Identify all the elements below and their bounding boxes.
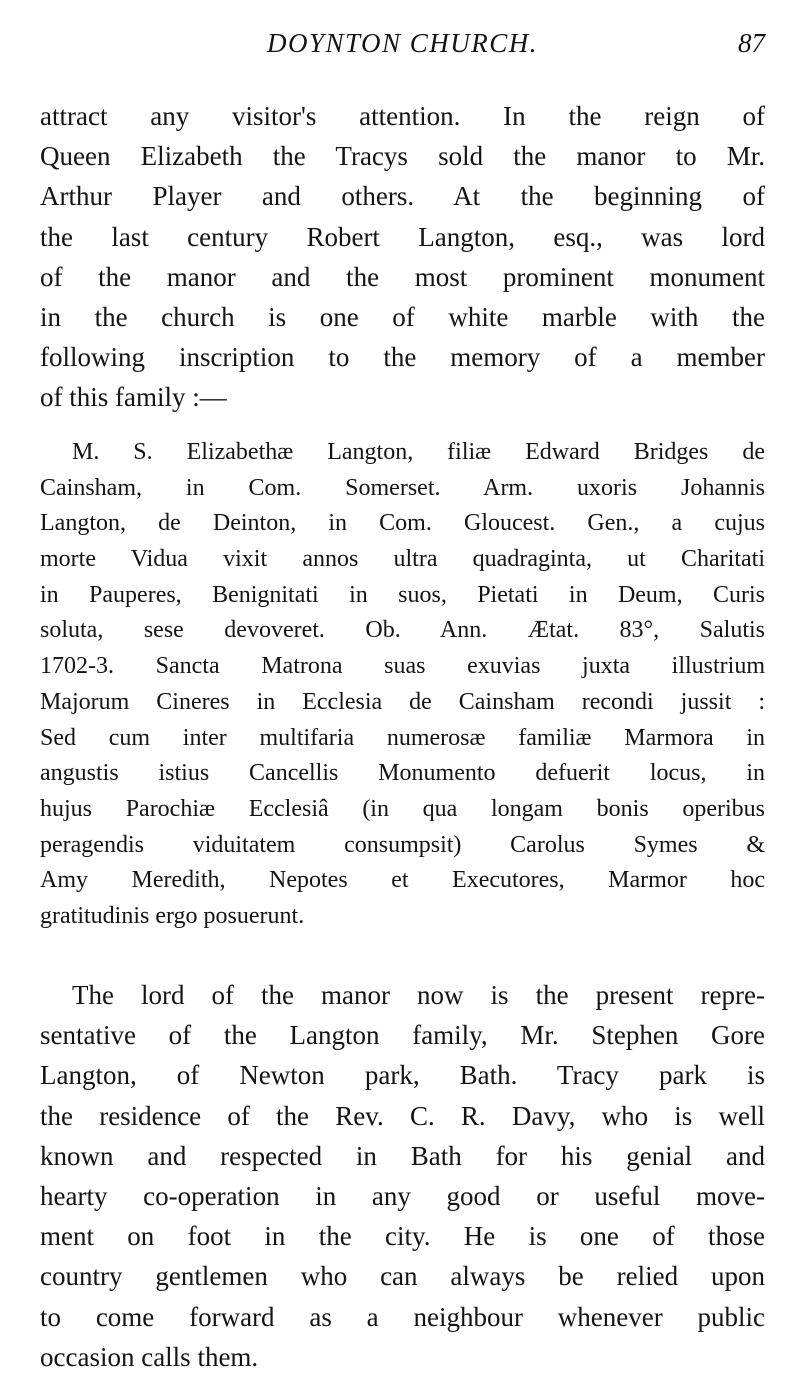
text-line: country gentlemen who can always be relied upon (40, 1261, 765, 1292)
text-line: of the manor and the most prominent monument (40, 261, 765, 292)
paragraph-intro (40, 96, 765, 418)
text-line: hearty co-operation in any good or useful move- (40, 1180, 765, 1211)
text-line: Langton, de Deinton, in Com. Gloucest. Gen., a cujus (40, 510, 765, 537)
text-line: M. S. Elizabethæ Langton, filiæ Edward Bridges de (72, 439, 765, 465)
text-line: the last century Robert Langton, esq., was lord (40, 221, 765, 252)
text-line: Amy Meredith, Nepotes et Executores, Marmor hoc (40, 867, 765, 894)
text-line: occasion calls them. (40, 1341, 259, 1372)
text-line: following inscription to the memory of a member (40, 342, 765, 373)
text-line: the residence of the Rev. C. R. Davy, who is well (40, 1100, 765, 1131)
running-head (40, 26, 765, 60)
text-line: Arthur Player and others. At the beginning of (40, 181, 765, 212)
text-line: soluta, sese devoveret. Ob. Ann. Ætat. 83°, Salutis (40, 617, 765, 644)
text-line: The lord of the manor now is the present repre- (72, 980, 765, 1010)
text-line: of this family :— (40, 382, 227, 413)
text-line: angustis istius Cancellis Monumento defuerit locus, in (40, 760, 765, 787)
text-line: ment on foot in the city. He is one of those (40, 1221, 765, 1252)
text-line: hujus Parochiæ Ecclesiâ (in qua longam bonis operibus (40, 795, 765, 822)
text-line: sentative of the Langton family, Mr. Stephen Gore (40, 1020, 765, 1051)
running-title: DOYNTON CHURCH. (266, 28, 539, 58)
text-line: in the church is one of white marble with the (40, 301, 765, 332)
text-line: Queen Elizabeth the Tracys sold the manor to Mr. (40, 141, 765, 172)
text-line: peragendis viduitatem consumpsit) Carolus Symes & (40, 831, 765, 858)
inscription-quote (40, 435, 765, 935)
text-line: Langton, of Newton park, Bath. Tracy park is (40, 1060, 765, 1091)
page-number: 87 (738, 28, 765, 58)
text-line: Cainsham, in Com. Somerset. Arm. uxoris Johannis (40, 474, 765, 501)
text-line: to come forward as a neighbour whenever public (40, 1301, 765, 1332)
paragraph-lord-of-manor (40, 975, 765, 1377)
text-line: 1702-3. Sancta Matrona suas exuvias juxta illustrium (40, 653, 765, 680)
text-line: attract any visitor's attention. In the reign of (40, 101, 765, 131)
text-line: Sed cum inter multifaria numerosæ familiæ Marmora in (40, 724, 765, 751)
text-line: morte Vidua vixit annos ultra quadraginta, ut Charitati (40, 546, 765, 573)
text-line: known and respected in Bath for his genial and (40, 1140, 765, 1171)
text-line: Majorum Cineres in Ecclesia de Cainsham recondi jussit : (40, 688, 765, 715)
text-line: gratitudinis ergo posuerunt. (40, 902, 305, 929)
text-line: in Pauperes, Benignitati in suos, Pietati in Deum, Curis (40, 581, 765, 608)
